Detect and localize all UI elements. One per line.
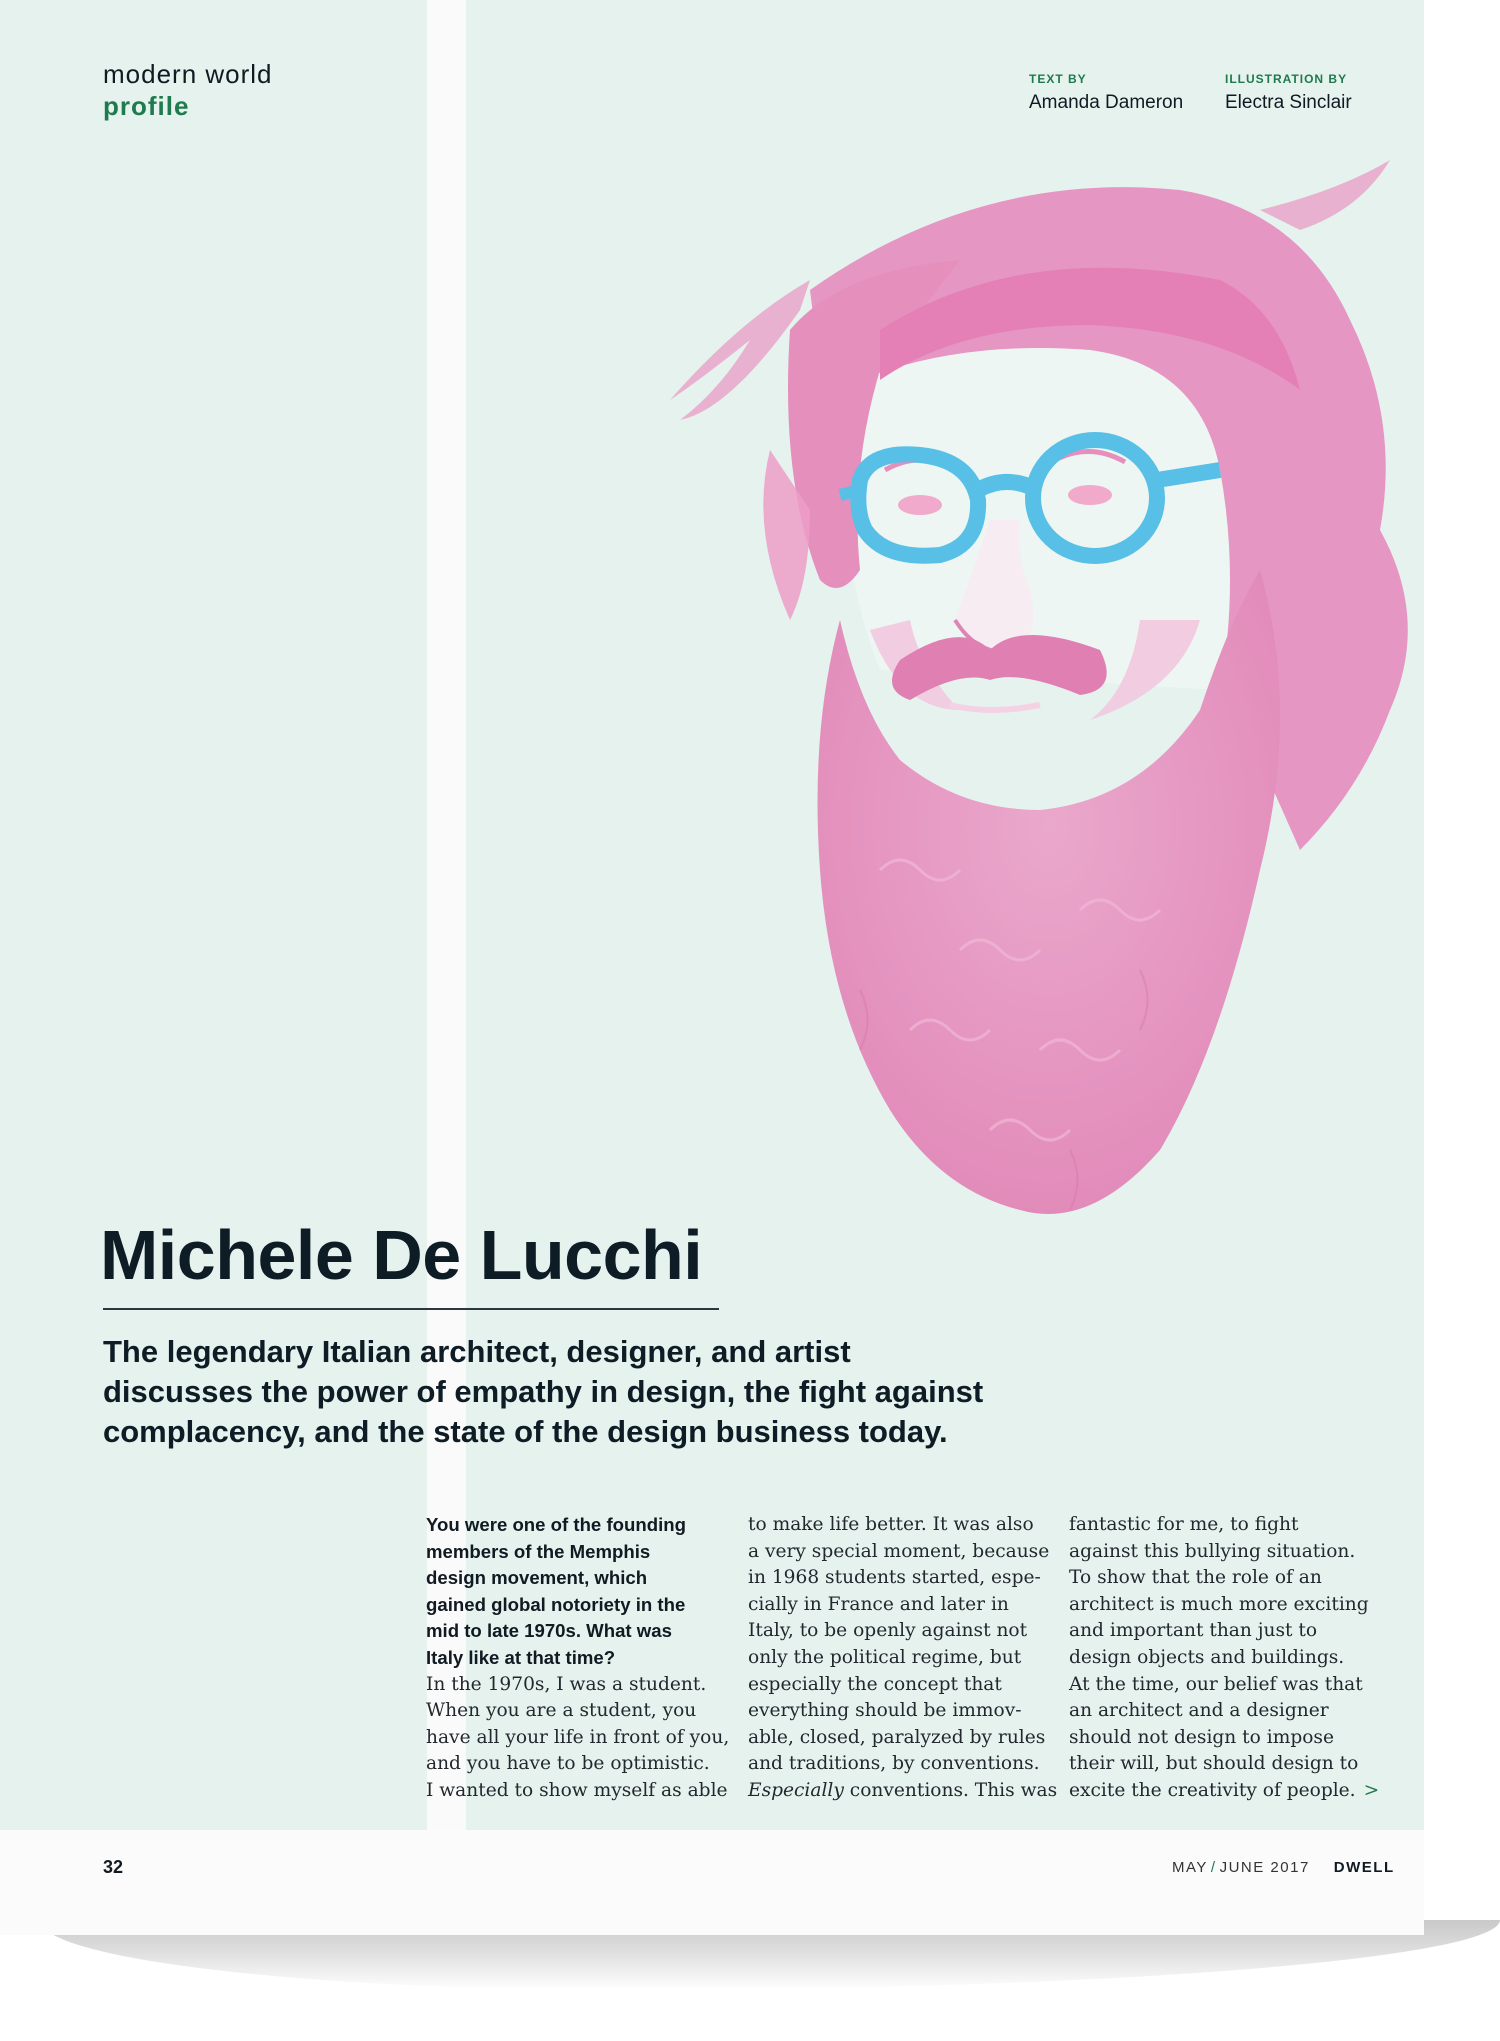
dek-line: discusses the power of empathy in design, the fight against xyxy=(103,1374,984,1409)
dek-line: The legendary Italian architect, designer, and artist xyxy=(103,1334,851,1369)
body-line: fantastic for me, to fight xyxy=(1069,1514,1299,1535)
answer-line: When you are a student, you xyxy=(426,1700,697,1722)
body-line: At the time, our belief was that xyxy=(1069,1673,1363,1695)
text-credit-label: TEXT BY xyxy=(1029,72,1087,86)
issue-folio xyxy=(1172,1859,1395,1876)
body-line: architect is much more exciting xyxy=(1069,1593,1369,1615)
body-line: Italy, to be openly against not xyxy=(748,1620,1028,1642)
body-line: should not design to impose xyxy=(1069,1726,1334,1748)
body-column-1 xyxy=(426,1512,730,1805)
continue-arrow-icon: > xyxy=(1363,1779,1380,1801)
page-number: 32 xyxy=(103,1857,124,1877)
body-line-rest: conventions. This was xyxy=(843,1779,1058,1801)
body-line: and important than just to xyxy=(1069,1620,1318,1642)
footer-band xyxy=(0,1830,1424,1935)
body-line: their will, but should design to xyxy=(1069,1753,1359,1775)
dek-line: complacency, and the state of the design business today. xyxy=(103,1414,948,1449)
question-line: gained global notoriety in the xyxy=(426,1593,686,1615)
body-line: an architect and a designer xyxy=(1069,1700,1329,1722)
body-line xyxy=(748,1778,1058,1805)
title-underline xyxy=(103,1308,719,1310)
illustration-credit-label: ILLUSTRATION BY xyxy=(1225,72,1348,86)
answer-line: I wanted to show myself as able xyxy=(426,1779,728,1801)
portrait-illustration-icon xyxy=(660,150,1424,1320)
body-line: design objects and buildings. xyxy=(1069,1646,1345,1668)
body-line: in 1968 students started, espe- xyxy=(748,1567,1041,1589)
question-line: members of the Memphis xyxy=(426,1540,651,1562)
italic-emphasis: Especially xyxy=(748,1779,844,1801)
body-column-3 xyxy=(1069,1512,1380,1805)
answer-line: and you have to be optimistic. xyxy=(426,1753,710,1775)
body-line: against this bullying situation. xyxy=(1069,1540,1356,1562)
body-line: to make life better. It was also xyxy=(748,1514,1034,1535)
magazine-name: DWELL xyxy=(1333,1859,1395,1876)
illustration-credit-name: Electra Sinclair xyxy=(1225,92,1352,113)
issue-month: MAY xyxy=(1172,1859,1208,1876)
text-credit xyxy=(1029,72,1183,114)
question-line: You were one of the founding xyxy=(426,1514,686,1535)
question-line: Italy like at that time? xyxy=(426,1646,616,1668)
section-line-2: profile xyxy=(103,91,190,121)
body-line: everything should be immov- xyxy=(748,1700,1022,1722)
body-line: especially the concept that xyxy=(748,1673,1002,1695)
body-line: able, closed, paralyzed by rules xyxy=(748,1726,1046,1748)
body-line: cially in France and later in xyxy=(748,1593,1009,1615)
body-line: To show that the role of an xyxy=(1069,1567,1322,1589)
issue-date: JUNE 2017 xyxy=(1219,1859,1310,1876)
text-credit-name: Amanda Dameron xyxy=(1029,92,1184,113)
body-line xyxy=(1069,1778,1380,1805)
folio-slash: / xyxy=(1210,1859,1217,1876)
illustration-credit xyxy=(1225,72,1352,114)
answer-line: have all your life in front of you, xyxy=(426,1726,730,1748)
body-line-text: excite the creativity of people. xyxy=(1069,1779,1356,1801)
answer-line: In the 1970s, I was a student. xyxy=(426,1673,707,1695)
section-line-1: modern world xyxy=(103,59,273,89)
article-title: Michele De Lucchi xyxy=(100,1216,703,1294)
body-line: a very special moment, because xyxy=(748,1540,1050,1562)
question-line: mid to late 1970s. What was xyxy=(426,1620,672,1642)
body-column-2 xyxy=(748,1512,1058,1805)
section-label xyxy=(103,58,273,122)
article-dek xyxy=(103,1332,1083,1452)
mint-background-left xyxy=(0,0,427,1830)
body-line: and traditions, by conventions. xyxy=(748,1753,1040,1775)
body-line: only the political regime, but xyxy=(748,1646,1022,1668)
question-line: design movement, which xyxy=(426,1567,648,1589)
